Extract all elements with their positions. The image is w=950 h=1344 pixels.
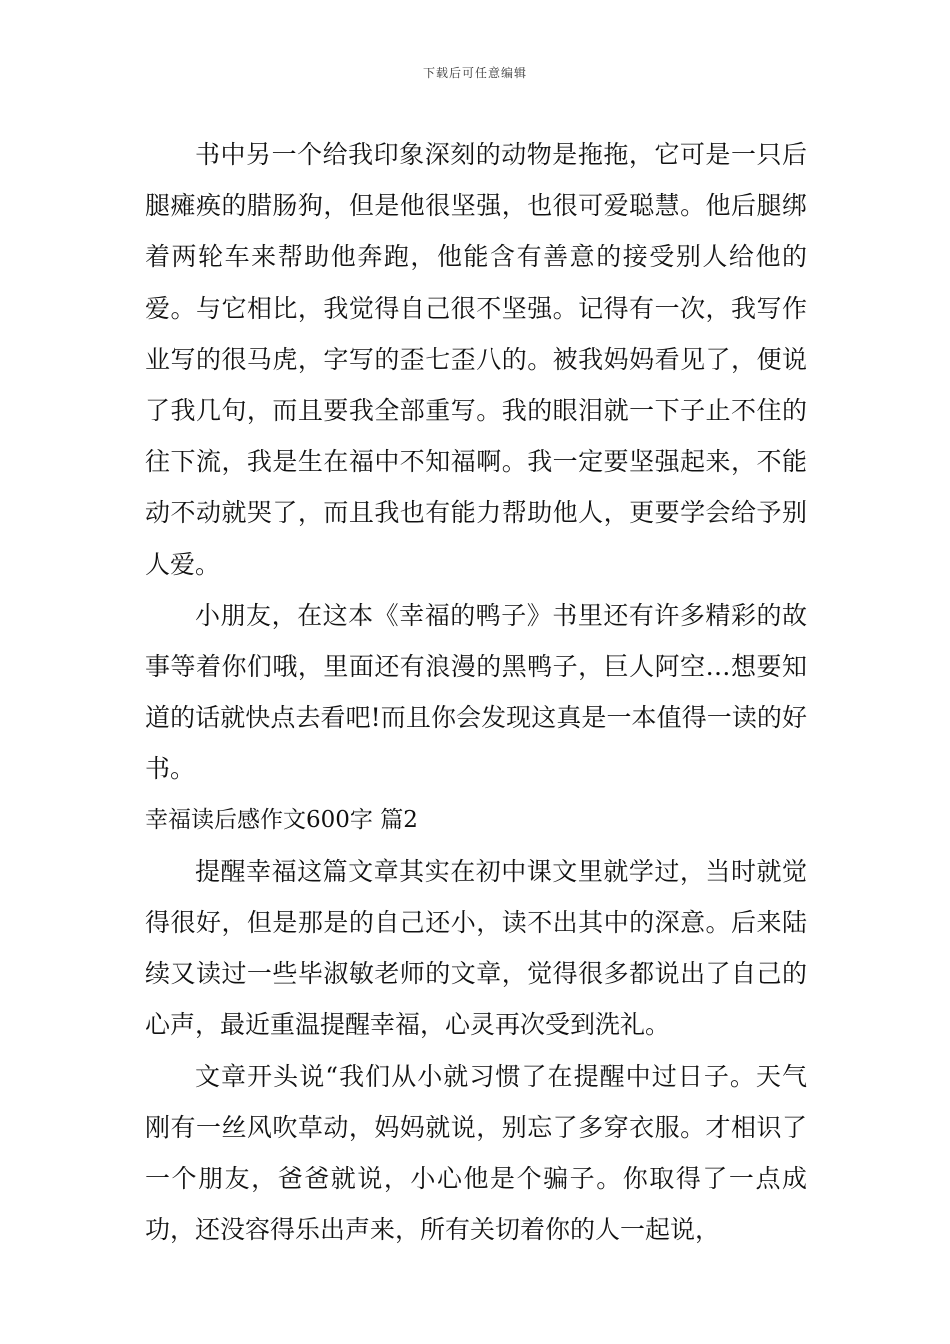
- paragraph-happy-duck-book: 小朋友，在这本《幸福的鸭子》书里还有许多精彩的故事等着你们哦，里面还有浪漫的黑鸭子，巨人阿空…想要知道的话就快点去看吧!而且你会发现这真是一本值得一读的好书。: [145, 600, 807, 784]
- paragraph-tuotuo: 书中另一个给我印象深刻的动物是拖拖，它可是一只后腿瘫痪的腊肠狗，但是他很坚强，也很可爱聪慧。他后腿绑着两轮车来帮助他奔跑，他能含有善意的接受别人给他的爱。与它相比，我觉得自己很不坚强。记得有一次，我写作业写的很马虎，字写的歪七歪八的。被我妈妈看见了，便说了我几句，而且要我全部重写。我的眼泪就一下子止不住的往下流，我是生在福中不知福啊。我一定要坚强起来，不能动不动就哭了，而且我也有能力帮助他人，更要学会给予别人爱。: [145, 140, 807, 579]
- section-heading: 幸福读后感作文600字 篇2: [145, 806, 418, 833]
- paragraph-reminder-happiness: 提醒幸福这篇文章其实在初中课文里就学过，当时就觉得很好，但是那是的自己还小，读不出其中的深意。后来陆续又读过一些毕淑敏老师的文章，觉得很多都说出了自己的心声，最近重温提醒幸福，心灵再次受到洗礼。: [145, 856, 807, 1040]
- paragraph-article-opening: 文章开头说“我们从小就习惯了在提醒中过日子。天气刚有一丝风吹草动，妈妈就说，别忘了多穿衣服。才相识了一个朋友，爸爸就说，小心他是个骗子。你取得了一点成功，还没容得乐出声来，所有关切着你的人一起说，: [145, 1061, 807, 1245]
- document-body: [145, 129, 807, 1255]
- header-note: 下载后可任意编辑: [422, 66, 527, 80]
